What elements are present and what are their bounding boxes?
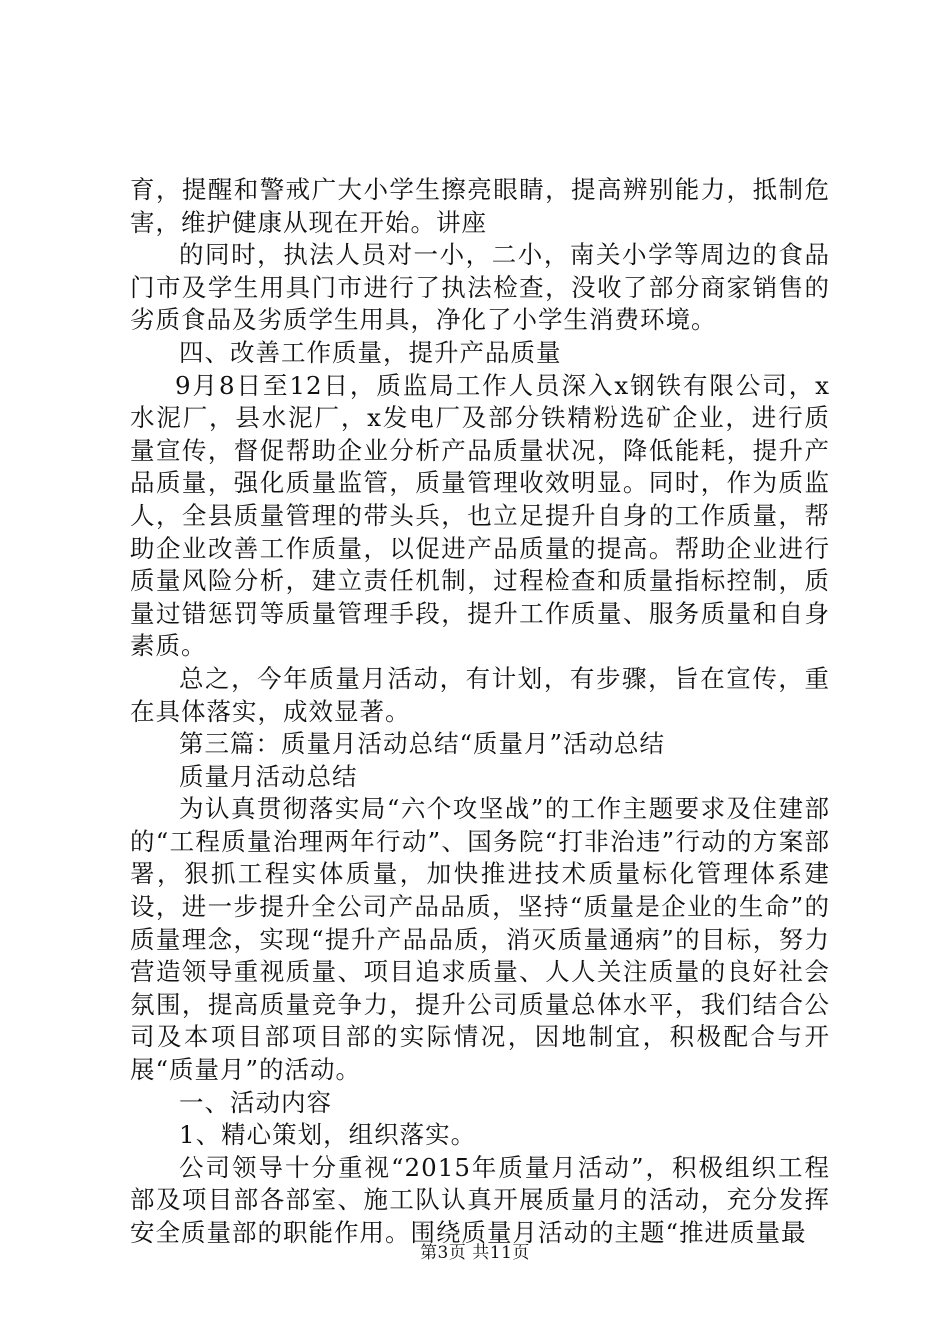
chapter-title: 质量月活动总结 — [179, 761, 358, 791]
paragraph-1: 育，提醒和警戒广大小学生擦亮眼睛，提高辨别能力，抵制危害，维护健康从现在开始。讲座 — [130, 175, 830, 237]
paragraph-4: 总之，今年质量月活动，有计划，有步骤，旨在宣传，重在具体落实，成效显著。 — [130, 663, 830, 726]
paragraph-3: 9月8日至12日，质监局工作人员深入x钢铁有限公司，x水泥厂，县水泥厂，x发电厂及部分铁精粉选矿企业，进行质量宣传，督促帮助企业分析产品质量状况，降低能耗，提升产品质量，强化质量监管，质量管理收效明显。同时，作为质监人，全县质量管理的带头兵，也立足提升自身的工作质量，帮助企业改善工作质量，以促进产品质量的提高。帮助企业进行质量风险分析，建立责任机制，过程检查和质量指标控制，质量过错惩罚等质量管理手段，提升工作质量、服务质量和自身素质。 — [130, 370, 830, 661]
section-heading-4: 四、改善工作质量，提升产品质量 — [179, 337, 562, 367]
paragraph-2: 的同时，执法人员对一小，二小，南关小学等周边的食品门市及学生用具门市进行了执法检查，没收了部分商家销售的劣质食品及劣质学生用具，净化了小学生消费环境。 — [130, 240, 830, 335]
document-body — [130, 174, 830, 1250]
chapter-heading-3: 第三篇：质量月活动总结“质量月”活动总结 — [179, 729, 666, 759]
section-heading-1: 一、活动内容 — [179, 1087, 332, 1117]
paragraph-5: 为认真贯彻落实局“六个攻坚战”的工作主题要求及住建部的“工程质量治理两年行动”、国务院“打非治违”行动的方案部署，狠抓工程实体质量，加快推进技术质量标化管理体系建设，进一步提升全公司产品品质，坚持“质量是企业的生命”的质量理念，实现“提升产品品质，消灭质量通病”的目标，努力营造领导重视质量、项目追求质量、人人关注质量的良好社会氛围，提高质量竞争力，提升公司质量总体水平，我们结合公司及本项目部项目部的实际情况，因地制宜，积极配合与开展“质量月”的活动。 — [130, 794, 830, 1085]
page-number-footer: 第3页 共11页 — [420, 1243, 530, 1263]
paragraph-6: 公司领导十分重视“2015年质量月活动”，积极组织工程部及项目部各部室、施工队认真开展质量月的活动，充分发挥安全质量部的职能作用。围绕质量月活动的主题“推进质量最 — [130, 1152, 830, 1247]
subsection-heading-1: 1、精心策划，组织落实。 — [179, 1120, 477, 1150]
